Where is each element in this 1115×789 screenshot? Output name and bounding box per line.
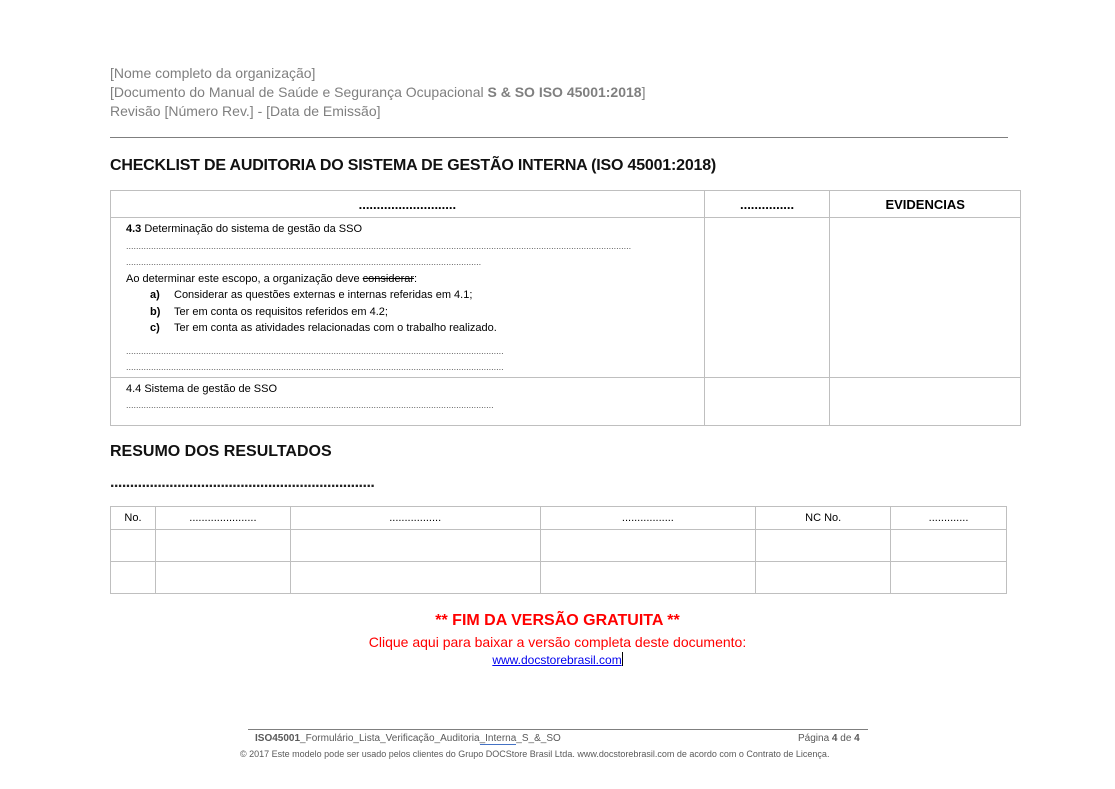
table-cell[interactable] [756, 562, 891, 594]
summary-table [110, 506, 1007, 594]
doc-manual-line: [Documento do Manual de Saúde e Segurança Ocupacional S & SO ISO 45001:2018] [110, 84, 646, 100]
table-cell[interactable] [756, 530, 891, 562]
download-link[interactable]: www.docstorebrasil.com [492, 653, 622, 667]
evidence-cell[interactable] [830, 218, 1021, 378]
list-item: a) Considerar as questões externas e internas referidas em 4.1; [150, 289, 473, 301]
summary-col-4: ................. [540, 507, 756, 530]
checklist-header-row [111, 191, 1021, 218]
evidence-cell[interactable] [830, 377, 1021, 425]
footer-page-number: Página 4 de 4 [798, 733, 860, 744]
fill-line: ................................................................................................................................................... [126, 400, 494, 410]
summary-col-no: No. [111, 507, 156, 530]
table-cell[interactable] [891, 530, 1007, 562]
org-name: [Nome completo da organização] [110, 65, 316, 81]
requirement-cell[interactable] [111, 218, 705, 378]
text-cursor [622, 652, 623, 666]
free-version-title: ** FIM DA VERSÃO GRATUITA ** [435, 612, 680, 629]
standard-ref: S & SO ISO 45001:2018 [487, 84, 642, 100]
summary-col-3: ................. [290, 507, 540, 530]
checklist-col-status: ............... [704, 191, 830, 218]
download-link-wrap [0, 652, 1115, 667]
status-cell[interactable] [704, 377, 830, 425]
fill-line: .......................................................................................................................................................................................................... [126, 240, 632, 251]
checklist-table [110, 190, 1021, 426]
summary-header-row [111, 507, 1007, 530]
table-cell[interactable] [540, 530, 756, 562]
clause-heading: 4.3 Determinação do sistema de gestão da SSO [126, 223, 363, 235]
table-cell[interactable] [290, 530, 540, 562]
table-cell[interactable] [155, 530, 290, 562]
checklist-col-requirement: ........................... [111, 191, 705, 218]
table-cell[interactable] [111, 562, 156, 594]
footer-divider [248, 729, 868, 730]
status-cell[interactable] [704, 218, 830, 378]
checklist-row [111, 377, 1021, 425]
scope-intro: Ao determinar este escopo, a organização deve considerar: [126, 272, 418, 285]
footer-copyright: © 2017 Este modelo pode ser usado pelos clientes do Grupo DOCStore Brasil Ltda. www.docstorebrasil.com de acordo com o Contrato de Licença. [240, 749, 830, 759]
summary-fill-line: ................................................................... [110, 474, 375, 491]
table-cell[interactable] [891, 562, 1007, 594]
summary-title: RESUMO DOS RESULTADOS [110, 443, 332, 460]
summary-col-nc-no: NC No. [756, 507, 891, 530]
summary-col-6: ............. [891, 507, 1007, 530]
checklist-row [111, 218, 1021, 378]
free-version-subtitle: Clique aqui para baixar a versão completa deste documento: [368, 634, 747, 650]
fill-line: ....................................................................................................................................................... [126, 345, 504, 356]
page-title: CHECKLIST DE AUDITORIA DO SISTEMA DE GESTÃO INTERNA (ISO 45001:2018) [110, 157, 717, 174]
table-row [111, 530, 1007, 562]
summary-col-2: ...................... [155, 507, 290, 530]
table-cell[interactable] [540, 562, 756, 594]
table-row [111, 562, 1007, 594]
list-item: b) Ter em conta os requisitos referidos em 4.2; [150, 305, 388, 318]
requirement-cell[interactable] [111, 377, 705, 425]
table-cell[interactable] [155, 562, 290, 594]
fill-line: .............................................................................................................................................. [126, 257, 482, 267]
clause-heading: 4.4 Sistema de gestão de SSO [126, 382, 278, 395]
checklist-col-evidence: EVIDENCIAS [830, 191, 1021, 218]
fill-line: ....................................................................................................................................................... [126, 362, 504, 372]
revision-line: Revisão [Número Rev.] - [Data de Emissão] [110, 103, 381, 119]
header-divider [110, 137, 1008, 138]
list-item: c) Ter em conta as atividades relacionadas com o trabalho realizado. [150, 322, 497, 334]
footer-doc-name: ISO45001_Formulário_Lista_Verificação_Auditoria_Interna_S_&_SO [255, 733, 561, 744]
document-header [110, 64, 645, 121]
table-cell[interactable] [111, 530, 156, 562]
table-cell[interactable] [290, 562, 540, 594]
